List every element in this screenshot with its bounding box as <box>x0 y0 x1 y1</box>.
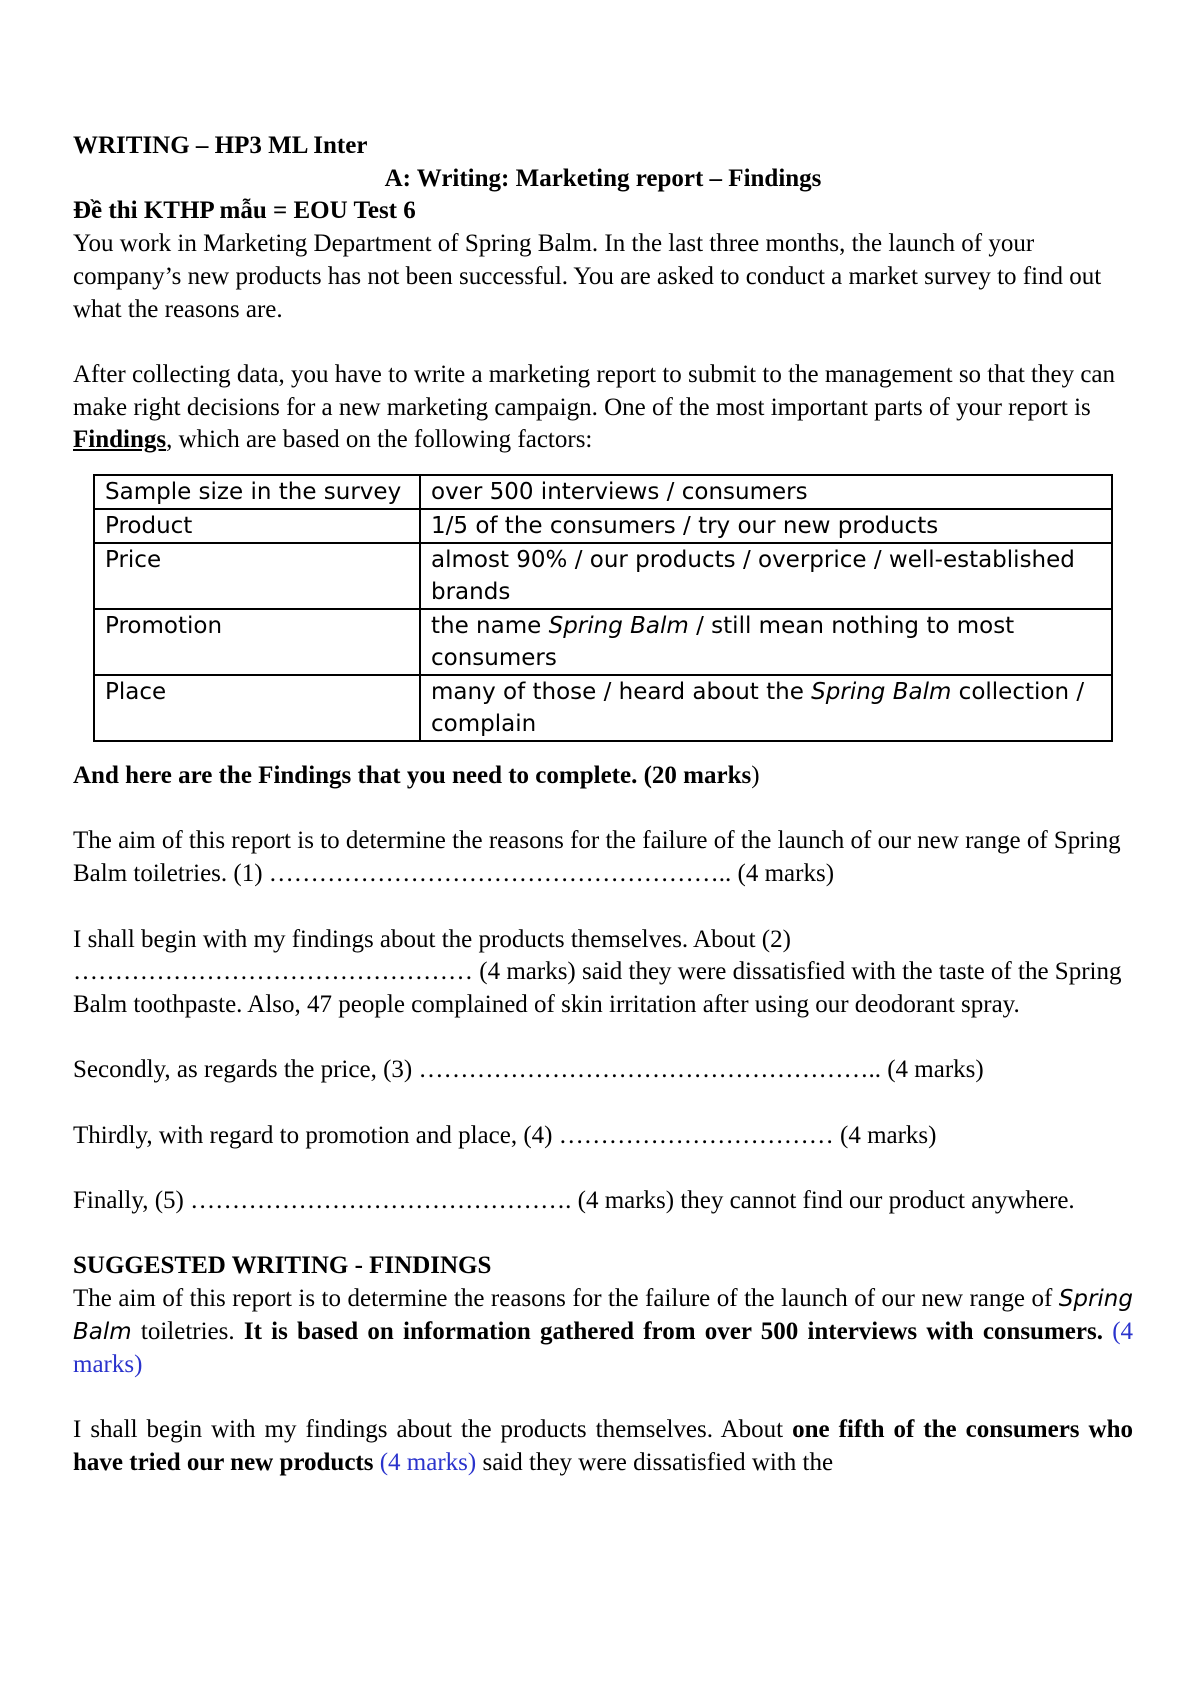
task-item-1: The aim of this report is to determine the reasons for the failure of the launch of our new range of Spring Balm toiletries. (1) ……………………………………………….. (4 marks) <box>73 827 1121 888</box>
task-instruction: And here are the Findings that you need to complete. (20 marks) <box>73 762 760 790</box>
factor-value: the name Spring Balm / still mean nothing to most consumers <box>420 609 1112 675</box>
findings-keyword: Findings <box>73 426 167 454</box>
table-row <box>94 675 1112 741</box>
exam-label: Đề thi KTHP mẫu = EOU Test 6 <box>73 197 416 225</box>
course-title: WRITING – HP3 ML Inter <box>73 132 368 159</box>
factor-label: Promotion <box>94 609 420 675</box>
task-item-5: Finally, (5) ………………………………………. (4 marks) they cannot find our product anywhere. <box>73 1187 1075 1215</box>
factor-value: many of those / heard about the Spring Balm collection / complain <box>420 675 1112 741</box>
intro-paragraph-2: After collecting data, you have to write a marketing report to submit to the management so that they can make right decisions for a new marketing campaign. One of the most important parts of your report is Findings, which are based on the following factors: <box>73 360 1116 454</box>
marks-label: (4 marks) <box>73 1317 1134 1378</box>
factor-label: Sample size in the survey <box>94 475 420 509</box>
table-row <box>94 543 1112 609</box>
factor-value: over 500 interviews / consumers <box>420 475 1112 509</box>
suggested-heading: SUGGESTED WRITING - FINDINGS <box>73 1252 492 1280</box>
suggested-paragraph-1: The aim of this report is to determine the reasons for the failure of the launch of our new range of Spring Balm toiletries. It is based on information gathered from over 500 interviews with consumers. (4 marks) <box>73 1285 1134 1378</box>
intro-paragraph-1: You work in Marketing Department of Spring Balm. In the last three months, the launch of your company’s new products has not been successful. You are asked to conduct a market survey to find out what the reasons are. <box>73 230 1102 323</box>
marks-label: (4 marks) <box>379 1448 477 1476</box>
factor-label: Product <box>94 509 420 543</box>
factor-value: 1/5 of the consumers / try our new products <box>420 509 1112 543</box>
table-row <box>94 509 1112 543</box>
table-row <box>94 475 1112 509</box>
task-item-4: Thirdly, with regard to promotion and place, (4) …………………………… (4 marks) <box>73 1121 937 1149</box>
task-title: A: Writing: Marketing report – Findings <box>384 164 822 192</box>
suggested-paragraph-2: I shall begin with my findings about the products themselves. About one fifth of the consumers who have tried our new products (4 marks) said they were dissatisfied with the <box>73 1415 1133 1476</box>
factor-label: Price <box>94 543 420 609</box>
factor-value: almost 90% / our products / overprice / well-established brands <box>420 543 1112 609</box>
task-item-2: I shall begin with my findings about the products themselves. About (2) ………………………………………… (4 marks) said they were dissatisfied with the taste of the Spring Balm toothpaste. Also, 47 people complained of skin irritation after using our deodorant spray. <box>73 925 1122 1018</box>
task-item-3: Secondly, as regards the price, (3) ……………………………………………….. (4 marks) <box>73 1056 984 1084</box>
factor-label: Place <box>94 675 420 741</box>
factors-table <box>93 474 1113 742</box>
table-row <box>94 609 1112 675</box>
exam-document <box>73 130 1133 1479</box>
